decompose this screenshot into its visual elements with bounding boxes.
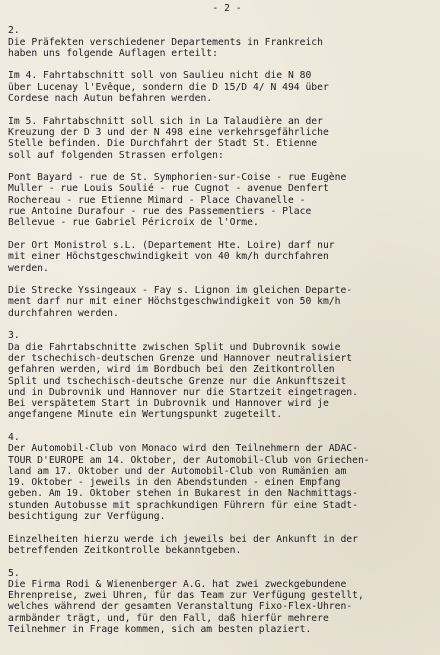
section-number: 5. <box>8 567 20 579</box>
typewritten-text <box>8 3 436 635</box>
paragraph: Die Präfekten verschiedener Departements in Frankreich haben uns folgende Auflagen erteilt: <box>8 36 323 59</box>
paragraph: Im 5. Fahrtabschnitt soll sich in La Talaudière an der Kreuzung der D 3 und der N 498 eine verkehrsgefährliche Stelle befinden. Die Durchfahrt der Stadt St. Etienne soll auf folgenden Strassen erfolgen: <box>8 115 329 161</box>
paragraph: Pont Bayard - rue de St. Symphorien-sur-Coise - rue Eugène Muller - rue Louis Soulié - rue Cugnot - avenue Denfert Rochereau - rue Etienne Mimard - Place Chavanelle - rue Antoine Durafour - rue des Passementiers - Place Bellevue - rue Gabriel Péricroix de l'Orme. <box>8 172 347 229</box>
paragraph: Der Automobil-Club von Monaco wird den Teilnehmern der ADAC- TOUR D'EUROPE am 14. Oktober, der Automobil-Club von Griechen- land am 17. Oktober und der Automobil-Club von Rumänien am 19. Oktober - jeweils in den Abendstunden - einen Empfang geben. Am 19. Oktober stehen in Bukarest in den Nachmittags- stunden Autobusse mit sprachkundigen Führern für eine Stadt- besichtigung zur Verfügung. <box>8 443 370 523</box>
section-number: 3. <box>8 330 20 342</box>
section-number: 4. <box>8 431 20 443</box>
paragraph: Die Firma Rodi & Wienenberger A.G. hat zwei zweckgebundene Ehrenpreise, zwei Uhren, für das Team zur Verfügung gestellt, welches während der gesamten Veranstaltung Fixo-Flex-Uhren- armbänder trägt, und, für den Fall, daß hierfür mehrere Teilnehmer in Frage kommen, sich am besten plaziert. <box>8 578 364 636</box>
section-number: 2. <box>8 25 20 37</box>
page-number: - 2 - <box>212 3 242 14</box>
paragraph: Einzelheiten hierzu werde ich jeweils bei der Ankunft in der betreffenden Zeitkontrolle bekanntgeben. <box>8 533 358 556</box>
paragraph: Da die Fahrtabschnitte zwischen Split und Dubrovnik sowie der tschechisch-deutschen Grenze und Hannover neutralisiert gefahren werden, wird im Bordbuch bei den Zeitkontrollen Split und tschechisch-deutsche Grenze nur die Ankunftszeit und in Dubrovnik und Hannover nur die Startzeit eingetragen. Bei verspätetem Start in Dubrovnik und Hannover wird je angefangene Minute ein Wertungspunkt zugeteilt. <box>8 341 358 421</box>
paragraph: Im 4. Fahrtabschnitt soll von Saulieu nicht die N 80 über Lucenay l'Evêque, sondern die D 15/D 4/ N 494 über Cordese nach Autun befahren werden. <box>8 70 329 105</box>
paragraph: Der Ort Monistrol s.L. (Departement Hte. Loire) darf nur mit einer Höchstgeschwindigkeit von 40 km/h durchfahren werden. <box>8 239 335 274</box>
paragraph: Die Strecke Yssingeaux - Fay s. Lignon im gleichen Departe- ment darf nur mit einer Höchstgeschwindigkeit von 50 km/h durchfahren werden. <box>8 285 353 319</box>
